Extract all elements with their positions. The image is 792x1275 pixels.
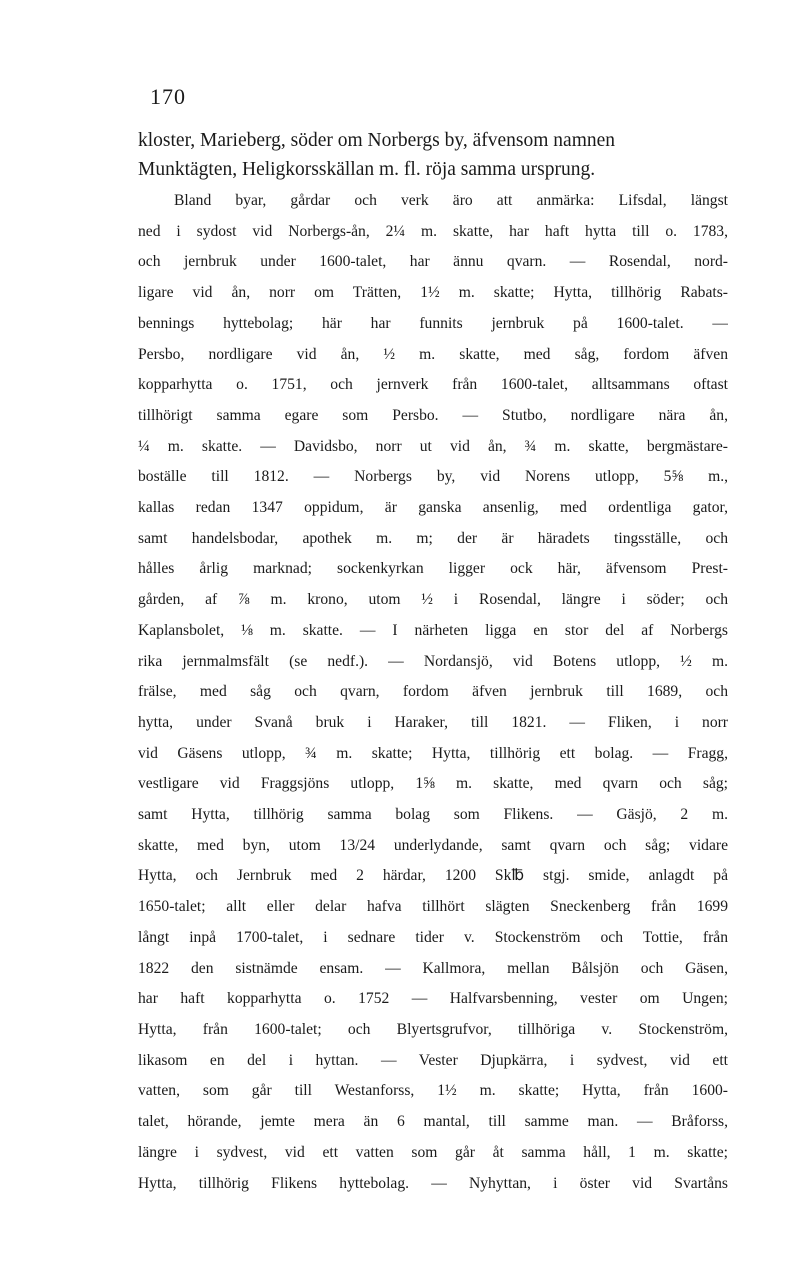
body-line: likasom en del i hyttan. — Vester Djupkärra, i sydvest, vid ett: [138, 1051, 728, 1069]
body-line: kallas redan 1347 oppidum, är ganska ansenlig, med ordentliga gator,: [138, 499, 728, 517]
body-line: Bland byar, gårdar och verk äro att anmärka: Lifsdal, längst: [174, 192, 728, 209]
body-line: vatten, som går till Westanforss, 1½ m. skatte; Hytta, från 1600-: [138, 1082, 728, 1100]
intro-line: Munktägten, Heligkorsskällan m. fl. röja samma ursprung.: [138, 159, 596, 180]
body-line: längre i sydvest, vid ett vatten som går åt samma håll, 1 m. skatte;: [138, 1143, 728, 1161]
body-line: vid Gäsens utlopp, ¾ m. skatte; Hytta, tillhörig ett bolag. — Fragg,: [138, 744, 728, 762]
body-line: vestligare vid Fraggsjöns utlopp, 1⅝ m. skatte, med qvarn och såg;: [138, 775, 728, 793]
body-line: Hytta, tillhörig Flikens hyttebolag. — Nyhyttan, i öster vid Svartåns: [138, 1174, 728, 1192]
body-line: hålles årlig marknad; sockenkyrkan ligger ock här, äfvensom Prest-: [138, 560, 728, 578]
body-line: kopparhytta o. 1751, och jernverk från 1600-talet, alltsammans oftast: [138, 376, 728, 394]
body-line: rika jernmalmsfält (se nedf.). — Nordansjö, vid Botens utlopp, ½ m.: [138, 652, 728, 670]
intro-line: kloster, Marieberg, söder om Norbergs by, äfvensom namnen: [138, 130, 616, 151]
body-line: skatte, med byn, utom 13/24 underlydande, samt qvarn och såg; vidare: [138, 836, 728, 854]
body-line: bennings hyttebolag; här har funnits jernbruk på 1600-talet. —: [138, 314, 728, 332]
body-line: långt inpå 1700-talet, i sednare tider v. Stockenström och Tottie, från: [138, 928, 728, 946]
body-line: Hytta, och Jernbruk med 2 härdar, 1200 Sk℔ stgj. smide, anlagdt på: [138, 867, 728, 885]
body-line: 1650-talet; allt eller delar hafva tillhört slägten Sneckenberg från 1699: [138, 898, 728, 916]
body-line: frälse, med såg och qvarn, fordom äfven jernbruk till 1689, och: [138, 683, 728, 701]
body-line: hytta, under Svanå bruk i Haraker, till 1821. — Fliken, i norr: [138, 713, 728, 731]
body-line: tillhörigt samma egare som Persbo. — Stutbo, nordligare nära ån,: [138, 406, 728, 424]
body-line: ligare vid ån, norr om Trätten, 1½ m. skatte; Hytta, tillhörig Rabats-: [138, 284, 728, 302]
body-line: ¼ m. skatte. — Davidsbo, norr ut vid ån, ¾ m. skatte, bergmästare-: [138, 437, 728, 455]
body-line: 1822 den sistnämde ensam. — Kallmora, mellan Bålsjön och Gäsen,: [138, 959, 728, 977]
intro-paragraph: [138, 126, 728, 184]
body-paragraph: [138, 186, 728, 1199]
page-number: 170: [150, 84, 186, 109]
body-line: gården, af ⅞ m. krono, utom ½ i Rosendal, längre i söder; och: [138, 591, 728, 609]
body-line: Kaplansbolet, ⅛ m. skatte. — I närheten ligga en stor del af Norbergs: [138, 621, 728, 639]
body-line: och jernbruk under 1600-talet, har ännu qvarn. — Rosendal, nord-: [138, 253, 728, 271]
body-line: har haft kopparhytta o. 1752 — Halfvarsbenning, vester om Ungen;: [138, 990, 728, 1008]
body-line: ned i sydost vid Norbergs-ån, 2¼ m. skatte, har haft hytta till o. 1783,: [138, 222, 728, 240]
body-line: boställe till 1812. — Norbergs by, vid Norens utlopp, 5⅝ m.,: [138, 468, 728, 486]
body-line: samt Hytta, tillhörig samma bolag som Flikens. — Gäsjö, 2 m.: [138, 806, 728, 824]
body-line: Persbo, nordligare vid ån, ½ m. skatte, med såg, fordom äfven: [138, 345, 728, 363]
body-line: samt handelsbodar, apothek m. m; der är häradets tingsställe, och: [138, 529, 728, 547]
body-line: talet, hörande, jemte mera än 6 mantal, till samme man. — Bråforss,: [138, 1113, 728, 1131]
body-line: Hytta, från 1600-talet; och Blyertsgrufvor, tillhöriga v. Stockenström,: [138, 1020, 728, 1038]
